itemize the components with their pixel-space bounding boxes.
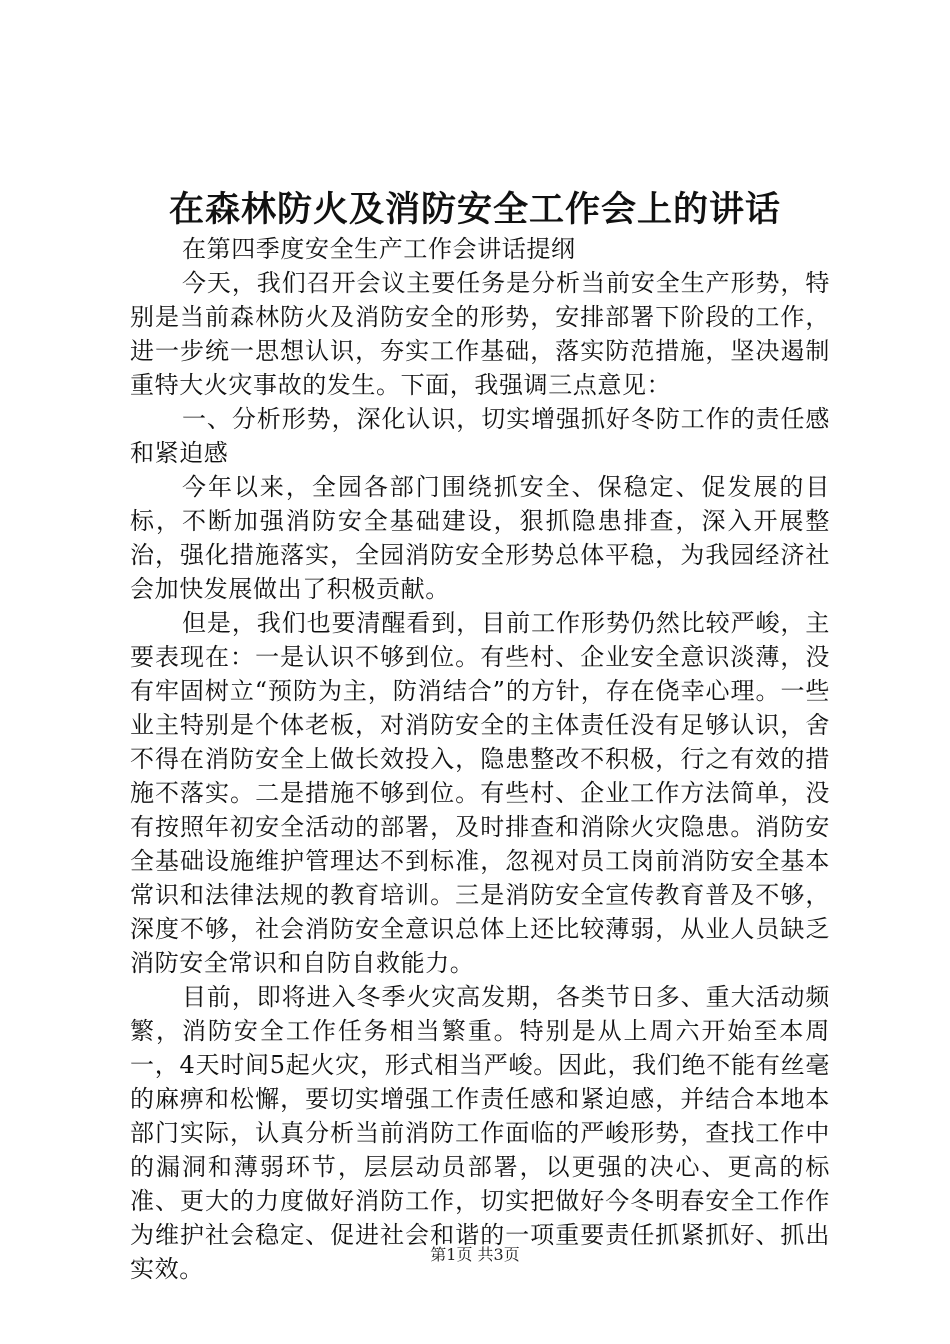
- body-paragraph: 目前，即将进入冬季火灾高发期，各类节日多、重大活动频繁，消防安全工作任务相当繁重。特别是从上周六开始至本周一，4天时间5起火灾，形式相当严峻。因此，我们绝不能有丝毫的麻痹和松懈，要切实增强工作责任感和紧迫感，并结合本地本部门实际，认真分析当前消防工作面临的严峻形势，查找工作中的漏洞和薄弱环节，层层动员部署，以更强的决心、更高的标准、更大的力度做好消防工作，切实把做好今冬明春安全工作作为维护社会稳定、促进社会和谐的一项重要责任抓紧抓好、抓出实效。: [130, 983, 830, 1283]
- subtitle-paragraph: 在第四季度安全生产工作会讲话提纲: [182, 235, 576, 263]
- page-number-footer: 第1页 共3页: [430, 1245, 520, 1264]
- section-heading-1: 一、分析形势，深化认识，切实增强抓好冬防工作的责任感和紧迫感: [130, 405, 830, 467]
- body-paragraph: 但是，我们也要清醒看到，目前工作形势仍然比较严峻，主要表现在：一是认识不够到位。有些村、企业安全意识淡薄，没有牢固树立“预防为主，防消结合”的方针，存在侥幸心理。一些业主特别是个体老板，对消防安全的主体责任没有足够认识，舍不得在消防安全上做长效投入，隐患整改不积极，行之有效的措施不落实。二是措施不够到位。有些村、企业工作方法简单，没有按照年初安全活动的部署，及时排查和消除火灾隐患。消防安全基础设施维护管理达不到标准，忽视对员工岗前消防安全基本常识和法律法规的教育培训。三是消防安全宣传教育普及不够，深度不够，社会消防安全意识总体上还比较薄弱，从业人员缺乏消防安全常识和自防自救能力。: [130, 609, 830, 977]
- document-body: [130, 232, 830, 1286]
- intro-paragraph: 今天，我们召开会议主要任务是分析当前安全生产形势，特别是当前森林防火及消防安全的形势，安排部署下阶段的工作，进一步统一思想认识，夯实工作基础，落实防范措施，坚决遏制重特大火灾事故的发生。下面，我强调三点意见：: [130, 269, 830, 399]
- body-paragraph: 今年以来，全园各部门围绕抓安全、保稳定、促发展的目标，不断加强消防安全基础建设，狠抓隐患排查，深入开展整治，强化措施落实，全园消防安全形势总体平稳，为我园经济社会加快发展做出了积极贡献。: [130, 473, 830, 603]
- document-title: 在森林防火及消防安全工作会上的讲话: [168, 189, 781, 230]
